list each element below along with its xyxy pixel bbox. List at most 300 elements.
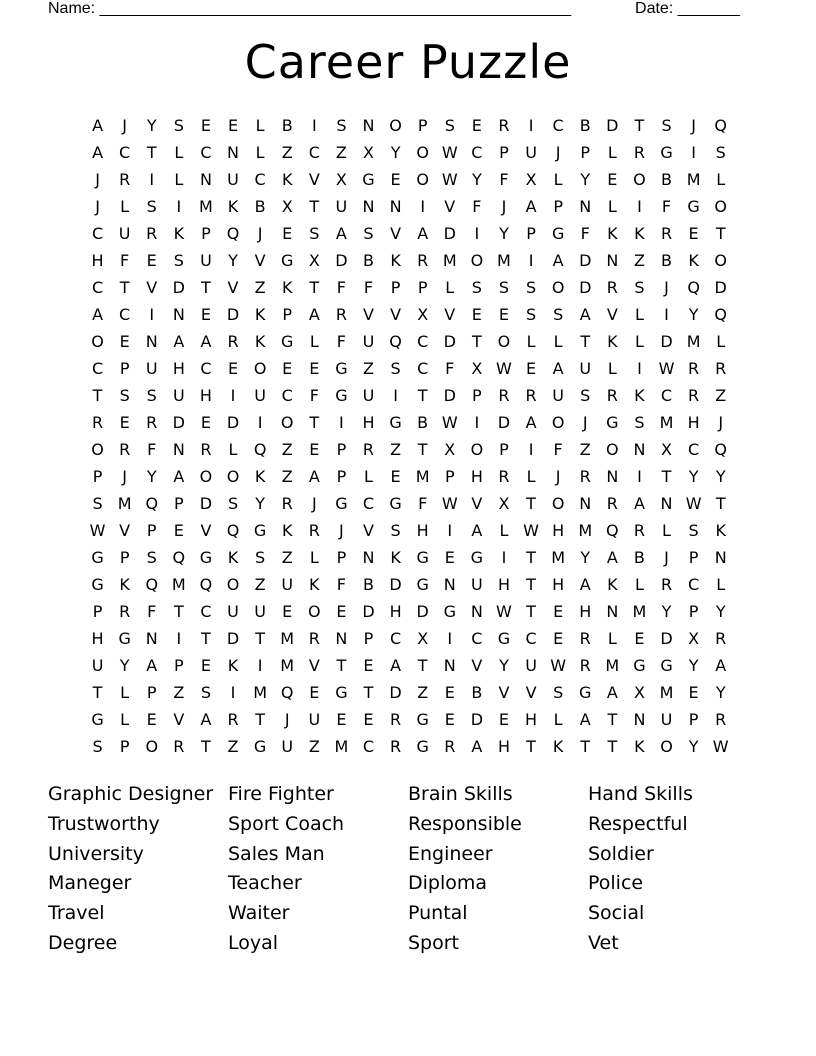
grid-letter[interactable]: W bbox=[89, 521, 106, 540]
grid-letter[interactable]: S bbox=[471, 278, 482, 297]
grid-letter[interactable]: V bbox=[390, 305, 402, 324]
grid-letter[interactable]: G bbox=[253, 521, 267, 540]
grid-letter[interactable]: W bbox=[496, 359, 512, 378]
grid-letter[interactable]: J bbox=[691, 116, 696, 135]
grid-letter[interactable]: V bbox=[525, 683, 537, 702]
grid-letter[interactable]: C bbox=[552, 116, 564, 135]
grid-letter[interactable]: P bbox=[390, 278, 401, 297]
grid-letter[interactable]: U bbox=[471, 575, 483, 594]
grid-letter[interactable]: N bbox=[443, 575, 456, 594]
grid-letter[interactable]: O bbox=[497, 332, 511, 351]
grid-letter[interactable]: O bbox=[551, 278, 565, 297]
grid-letter[interactable]: G bbox=[335, 683, 348, 702]
grid-letter[interactable]: M bbox=[659, 683, 674, 702]
grid-letter[interactable]: B bbox=[579, 116, 591, 135]
grid-letter[interactable]: Y bbox=[390, 143, 401, 162]
grid-letter[interactable]: C bbox=[389, 629, 402, 648]
grid-letter[interactable]: M bbox=[117, 494, 132, 513]
grid-letter[interactable]: K bbox=[607, 224, 618, 243]
grid-letter[interactable]: E bbox=[607, 170, 618, 189]
grid-letter[interactable]: A bbox=[606, 548, 618, 567]
grid-letter[interactable]: I bbox=[230, 683, 236, 702]
grid-letter[interactable]: R bbox=[525, 386, 537, 405]
grid-letter[interactable]: S bbox=[444, 116, 455, 135]
grid-letter[interactable]: X bbox=[688, 629, 700, 648]
grid-letter[interactable]: K bbox=[607, 575, 618, 594]
grid-letter[interactable]: U bbox=[660, 710, 673, 729]
grid-letter[interactable]: S bbox=[146, 386, 157, 405]
grid-letter[interactable]: A bbox=[471, 521, 483, 540]
grid-letter[interactable]: O bbox=[226, 575, 240, 594]
grid-letter[interactable]: P bbox=[580, 143, 591, 162]
name-field-label[interactable]: Name: _____________________________________________________ bbox=[48, 0, 572, 17]
grid-letter[interactable]: V bbox=[227, 278, 239, 297]
grid-letter[interactable]: J bbox=[311, 494, 317, 513]
grid-letter[interactable]: P bbox=[146, 521, 157, 540]
grid-letter[interactable]: Q bbox=[280, 683, 294, 702]
grid-letter[interactable]: F bbox=[580, 224, 590, 243]
grid-letter[interactable]: V bbox=[119, 521, 131, 540]
grid-letter[interactable]: D bbox=[335, 251, 348, 270]
grid-letter[interactable]: P bbox=[174, 656, 184, 675]
grid-letter[interactable]: V bbox=[254, 251, 266, 270]
grid-letter[interactable]: I bbox=[311, 116, 317, 135]
grid-letter[interactable]: X bbox=[417, 305, 429, 324]
grid-letter[interactable]: F bbox=[499, 170, 509, 189]
grid-letter[interactable]: U bbox=[552, 386, 564, 405]
grid-letter[interactable]: M bbox=[578, 521, 593, 540]
grid-letter[interactable]: K bbox=[227, 656, 239, 675]
grid-letter[interactable]: B bbox=[281, 116, 293, 135]
grid-letter[interactable]: I bbox=[528, 440, 534, 459]
grid-letter[interactable]: M bbox=[171, 575, 186, 594]
grid-letter[interactable]: S bbox=[92, 494, 103, 513]
grid-letter[interactable]: P bbox=[92, 602, 103, 621]
grid-letter[interactable]: K bbox=[634, 224, 645, 243]
grid-letter[interactable]: T bbox=[715, 494, 726, 513]
grid-letter[interactable]: D bbox=[606, 116, 619, 135]
grid-letter[interactable]: E bbox=[282, 602, 293, 621]
grid-letter[interactable]: E bbox=[634, 629, 645, 648]
grid-letter[interactable]: A bbox=[92, 116, 104, 135]
grid-letter[interactable]: Y bbox=[119, 656, 130, 675]
grid-letter[interactable]: C bbox=[281, 386, 293, 405]
grid-letter[interactable]: S bbox=[255, 548, 266, 567]
grid-letter[interactable]: B bbox=[254, 197, 266, 216]
grid-letter[interactable]: J bbox=[95, 170, 100, 189]
grid-letter[interactable]: K bbox=[281, 278, 293, 297]
grid-letter[interactable]: W bbox=[658, 359, 675, 378]
grid-letter[interactable]: P bbox=[526, 224, 536, 243]
grid-letter[interactable]: K bbox=[254, 467, 266, 486]
grid-letter[interactable]: U bbox=[227, 170, 239, 189]
grid-letter[interactable]: G bbox=[281, 332, 294, 351]
grid-letter[interactable]: Q bbox=[687, 278, 700, 297]
grid-letter[interactable]: N bbox=[606, 467, 619, 486]
grid-letter[interactable]: S bbox=[200, 683, 211, 702]
grid-letter[interactable]: M bbox=[334, 737, 349, 756]
grid-letter[interactable]: T bbox=[580, 737, 591, 756]
grid-letter[interactable]: H bbox=[362, 413, 375, 432]
grid-letter[interactable]: E bbox=[390, 467, 401, 486]
grid-letter[interactable]: F bbox=[418, 494, 428, 513]
grid-letter[interactable]: I bbox=[528, 116, 534, 135]
grid-letter[interactable]: D bbox=[226, 629, 240, 648]
grid-letter[interactable]: T bbox=[146, 143, 157, 162]
grid-letter[interactable]: R bbox=[688, 359, 700, 378]
grid-letter[interactable]: H bbox=[172, 359, 185, 378]
grid-letter[interactable]: U bbox=[525, 656, 537, 675]
grid-letter[interactable]: E bbox=[200, 413, 211, 432]
grid-letter[interactable]: I bbox=[637, 197, 642, 216]
grid-letter[interactable]: L bbox=[309, 548, 319, 567]
grid-letter[interactable]: L bbox=[228, 440, 238, 459]
grid-letter[interactable]: M bbox=[199, 197, 213, 216]
grid-letter[interactable]: R bbox=[308, 629, 320, 648]
grid-letter[interactable]: M bbox=[686, 332, 701, 351]
grid-letter[interactable]: V bbox=[363, 305, 374, 324]
grid-letter[interactable]: C bbox=[471, 629, 483, 648]
grid-letter[interactable]: E bbox=[227, 359, 239, 378]
grid-letter[interactable]: R bbox=[633, 143, 645, 162]
grid-letter[interactable]: A bbox=[606, 683, 618, 702]
grid-letter[interactable]: L bbox=[309, 332, 319, 351]
grid-letter[interactable]: E bbox=[309, 440, 320, 459]
grid-letter[interactable]: S bbox=[553, 305, 564, 324]
grid-letter[interactable]: A bbox=[92, 305, 104, 324]
grid-letter[interactable]: E bbox=[471, 116, 482, 135]
grid-letter[interactable]: E bbox=[200, 116, 211, 135]
grid-letter[interactable]: E bbox=[471, 305, 482, 324]
grid-letter[interactable]: Y bbox=[688, 467, 699, 486]
grid-letter[interactable]: T bbox=[309, 278, 320, 297]
grid-letter[interactable]: X bbox=[363, 143, 374, 162]
grid-letter[interactable]: A bbox=[200, 332, 212, 351]
grid-letter[interactable]: E bbox=[336, 602, 347, 621]
grid-letter[interactable]: D bbox=[389, 575, 402, 594]
grid-letter[interactable]: N bbox=[227, 143, 239, 162]
grid-letter[interactable]: U bbox=[118, 224, 131, 243]
grid-letter[interactable]: I bbox=[447, 521, 453, 540]
grid-letter[interactable]: V bbox=[308, 170, 320, 189]
grid-letter[interactable]: O bbox=[308, 602, 321, 621]
grid-letter[interactable]: I bbox=[664, 305, 669, 324]
grid-letter[interactable]: V bbox=[308, 656, 320, 675]
grid-letter[interactable]: I bbox=[447, 629, 453, 648]
grid-letter[interactable]: K bbox=[688, 251, 699, 270]
grid-letter[interactable]: E bbox=[200, 656, 211, 675]
grid-letter[interactable]: Z bbox=[227, 737, 239, 756]
grid-letter[interactable]: C bbox=[200, 359, 212, 378]
grid-letter[interactable]: U bbox=[254, 386, 266, 405]
grid-letter[interactable]: A bbox=[525, 413, 537, 432]
grid-letter[interactable]: P bbox=[201, 224, 211, 243]
grid-letter[interactable]: K bbox=[390, 548, 401, 567]
grid-letter[interactable]: X bbox=[417, 629, 429, 648]
grid-letter[interactable]: I bbox=[339, 413, 344, 432]
grid-letter[interactable]: R bbox=[119, 602, 131, 621]
grid-letter[interactable]: U bbox=[525, 143, 537, 162]
grid-letter[interactable]: P bbox=[174, 494, 184, 513]
grid-letter[interactable]: S bbox=[661, 116, 672, 135]
grid-letter[interactable]: C bbox=[91, 359, 104, 378]
grid-letter[interactable]: A bbox=[308, 305, 320, 324]
grid-letter[interactable]: G bbox=[579, 683, 592, 702]
grid-letter[interactable]: E bbox=[336, 710, 347, 729]
grid-letter[interactable]: K bbox=[119, 575, 130, 594]
grid-letter[interactable]: R bbox=[579, 656, 591, 675]
grid-letter[interactable]: S bbox=[390, 359, 401, 378]
grid-letter[interactable]: A bbox=[579, 575, 591, 594]
grid-letter[interactable]: U bbox=[281, 575, 294, 594]
grid-letter[interactable]: L bbox=[553, 332, 563, 351]
grid-letter[interactable]: M bbox=[686, 170, 701, 189]
grid-letter[interactable]: O bbox=[91, 332, 104, 351]
grid-letter[interactable]: X bbox=[498, 494, 510, 513]
grid-letter[interactable]: P bbox=[444, 467, 455, 486]
grid-letter[interactable]: S bbox=[146, 197, 157, 216]
grid-letter[interactable]: M bbox=[551, 548, 566, 567]
grid-letter[interactable]: H bbox=[497, 737, 510, 756]
grid-letter[interactable]: G bbox=[281, 251, 294, 270]
grid-letter[interactable]: O bbox=[633, 170, 646, 189]
grid-letter[interactable]: V bbox=[444, 197, 456, 216]
grid-letter[interactable]: M bbox=[605, 656, 620, 675]
grid-letter[interactable]: T bbox=[173, 602, 184, 621]
grid-letter[interactable]: A bbox=[552, 359, 564, 378]
grid-letter[interactable]: R bbox=[362, 440, 375, 459]
grid-letter[interactable]: L bbox=[634, 305, 644, 324]
grid-letter[interactable]: P bbox=[472, 386, 482, 405]
grid-letter[interactable]: P bbox=[119, 737, 130, 756]
grid-letter[interactable]: N bbox=[362, 197, 375, 216]
grid-letter[interactable]: Q bbox=[172, 548, 186, 567]
grid-letter[interactable]: N bbox=[579, 197, 592, 216]
grid-letter[interactable]: D bbox=[362, 602, 375, 621]
grid-letter[interactable]: P bbox=[282, 305, 293, 324]
grid-letter[interactable]: P bbox=[499, 440, 509, 459]
grid-letter[interactable]: U bbox=[172, 386, 185, 405]
grid-letter[interactable]: Y bbox=[715, 683, 726, 702]
grid-letter[interactable]: L bbox=[174, 143, 184, 162]
grid-letter[interactable]: D bbox=[199, 494, 213, 513]
grid-letter[interactable]: C bbox=[254, 170, 266, 189]
grid-letter[interactable]: B bbox=[417, 413, 429, 432]
grid-letter[interactable]: E bbox=[444, 548, 455, 567]
grid-letter[interactable]: W bbox=[441, 494, 458, 513]
grid-letter[interactable]: G bbox=[389, 494, 402, 513]
grid-letter[interactable]: E bbox=[444, 710, 455, 729]
grid-letter[interactable]: G bbox=[335, 386, 348, 405]
grid-letter[interactable]: Q bbox=[389, 332, 402, 351]
grid-letter[interactable]: F bbox=[445, 359, 455, 378]
grid-letter[interactable]: T bbox=[580, 332, 591, 351]
grid-letter[interactable]: Q bbox=[714, 440, 727, 459]
grid-letter[interactable]: A bbox=[335, 224, 347, 243]
grid-letter[interactable]: I bbox=[176, 197, 182, 216]
grid-letter[interactable]: Z bbox=[173, 683, 185, 702]
grid-letter[interactable]: R bbox=[688, 386, 700, 405]
grid-letter[interactable]: N bbox=[199, 170, 212, 189]
grid-letter[interactable]: D bbox=[497, 413, 511, 432]
grid-letter[interactable]: H bbox=[389, 602, 402, 621]
grid-letter[interactable]: D bbox=[443, 386, 456, 405]
grid-letter[interactable]: O bbox=[714, 197, 727, 216]
grid-letter[interactable]: B bbox=[362, 575, 374, 594]
grid-letter[interactable]: R bbox=[119, 170, 131, 189]
grid-letter[interactable]: U bbox=[281, 737, 294, 756]
grid-letter[interactable]: S bbox=[688, 521, 699, 540]
grid-letter[interactable]: X bbox=[308, 251, 320, 270]
grid-letter[interactable]: F bbox=[363, 278, 374, 297]
grid-letter[interactable]: Y bbox=[146, 116, 157, 135]
grid-letter[interactable]: R bbox=[444, 737, 456, 756]
grid-letter[interactable]: R bbox=[660, 575, 673, 594]
grid-letter[interactable]: R bbox=[715, 629, 727, 648]
grid-letter[interactable]: C bbox=[362, 737, 375, 756]
grid-letter[interactable]: Y bbox=[228, 251, 238, 270]
grid-letter[interactable]: P bbox=[336, 548, 347, 567]
grid-letter[interactable]: J bbox=[555, 143, 561, 162]
grid-letter[interactable]: E bbox=[390, 170, 401, 189]
grid-letter[interactable]: S bbox=[498, 278, 510, 297]
grid-letter[interactable]: T bbox=[607, 710, 618, 729]
grid-letter[interactable]: U bbox=[254, 602, 266, 621]
grid-letter[interactable]: W bbox=[441, 143, 458, 162]
grid-letter[interactable]: T bbox=[201, 737, 211, 756]
grid-letter[interactable]: Y bbox=[146, 467, 157, 486]
grid-letter[interactable]: H bbox=[552, 575, 565, 594]
grid-letter[interactable]: P bbox=[119, 359, 130, 378]
grid-letter[interactable]: R bbox=[91, 413, 104, 432]
grid-letter[interactable]: R bbox=[281, 494, 293, 513]
grid-letter[interactable]: E bbox=[444, 683, 455, 702]
grid-letter[interactable]: I bbox=[637, 467, 642, 486]
grid-letter[interactable]: T bbox=[92, 386, 103, 405]
grid-letter[interactable]: O bbox=[416, 143, 429, 162]
grid-letter[interactable]: E bbox=[227, 116, 239, 135]
grid-letter[interactable]: Q bbox=[714, 116, 727, 135]
grid-letter[interactable]: J bbox=[122, 467, 127, 486]
grid-letter[interactable]: I bbox=[528, 251, 534, 270]
grid-letter[interactable]: G bbox=[118, 629, 131, 648]
grid-letter[interactable]: J bbox=[582, 413, 588, 432]
grid-letter[interactable]: L bbox=[120, 197, 130, 216]
grid-letter[interactable]: E bbox=[525, 359, 537, 378]
grid-letter[interactable]: C bbox=[91, 278, 104, 297]
grid-letter[interactable]: W bbox=[441, 413, 458, 432]
grid-letter[interactable]: N bbox=[362, 548, 375, 567]
grid-letter[interactable]: O bbox=[199, 467, 213, 486]
grid-letter[interactable]: P bbox=[688, 548, 699, 567]
grid-letter[interactable]: X bbox=[661, 440, 672, 459]
grid-letter[interactable]: T bbox=[336, 656, 347, 675]
grid-letter[interactable]: J bbox=[718, 413, 724, 432]
grid-letter[interactable]: O bbox=[470, 251, 484, 270]
grid-letter[interactable]: P bbox=[417, 116, 428, 135]
grid-letter[interactable]: P bbox=[363, 629, 374, 648]
grid-letter[interactable]: R bbox=[146, 413, 158, 432]
grid-letter[interactable]: E bbox=[688, 683, 699, 702]
grid-letter[interactable]: L bbox=[526, 467, 536, 486]
grid-letter[interactable]: B bbox=[471, 683, 483, 702]
grid-letter[interactable]: U bbox=[91, 656, 104, 675]
grid-letter[interactable]: G bbox=[416, 575, 429, 594]
grid-letter[interactable]: B bbox=[661, 251, 672, 270]
grid-letter[interactable]: T bbox=[417, 440, 428, 459]
grid-letter[interactable]: K bbox=[634, 386, 645, 405]
grid-letter[interactable]: A bbox=[92, 143, 104, 162]
grid-letter[interactable]: U bbox=[362, 332, 375, 351]
grid-letter[interactable]: C bbox=[688, 440, 700, 459]
grid-letter[interactable]: G bbox=[416, 737, 429, 756]
grid-letter[interactable]: C bbox=[688, 575, 700, 594]
grid-letter[interactable]: I bbox=[637, 359, 642, 378]
grid-letter[interactable]: R bbox=[308, 521, 320, 540]
grid-letter[interactable]: K bbox=[254, 305, 266, 324]
grid-letter[interactable]: Y bbox=[715, 602, 726, 621]
grid-letter[interactable]: C bbox=[660, 386, 673, 405]
grid-letter[interactable]: K bbox=[634, 737, 645, 756]
grid-letter[interactable]: X bbox=[281, 197, 293, 216]
grid-letter[interactable]: X bbox=[633, 683, 645, 702]
grid-letter[interactable]: N bbox=[443, 656, 456, 675]
grid-letter[interactable]: I bbox=[149, 170, 155, 189]
grid-letter[interactable]: I bbox=[257, 656, 263, 675]
grid-letter[interactable]: R bbox=[227, 710, 239, 729]
grid-letter[interactable]: M bbox=[415, 467, 430, 486]
grid-letter[interactable]: H bbox=[687, 413, 700, 432]
grid-letter[interactable]: F bbox=[336, 332, 346, 351]
grid-letter[interactable]: S bbox=[173, 251, 184, 270]
grid-letter[interactable]: X bbox=[335, 170, 347, 189]
grid-letter[interactable]: K bbox=[607, 332, 618, 351]
grid-letter[interactable]: P bbox=[119, 548, 130, 567]
grid-letter[interactable]: F bbox=[309, 386, 319, 405]
grid-letter[interactable]: A bbox=[525, 197, 537, 216]
grid-letter[interactable]: Q bbox=[226, 224, 240, 243]
grid-letter[interactable]: S bbox=[390, 521, 401, 540]
grid-letter[interactable]: O bbox=[551, 413, 565, 432]
grid-letter[interactable]: J bbox=[501, 197, 507, 216]
grid-letter[interactable]: K bbox=[173, 224, 185, 243]
grid-letter[interactable]: B bbox=[633, 548, 645, 567]
grid-letter[interactable]: R bbox=[227, 332, 239, 351]
grid-letter[interactable]: T bbox=[526, 737, 536, 756]
grid-letter[interactable]: V bbox=[471, 656, 483, 675]
grid-letter[interactable]: E bbox=[688, 224, 699, 243]
grid-letter[interactable]: E bbox=[173, 521, 184, 540]
grid-letter[interactable]: L bbox=[716, 575, 726, 594]
grid-letter[interactable]: K bbox=[227, 197, 239, 216]
grid-letter[interactable]: T bbox=[201, 629, 211, 648]
grid-letter[interactable]: F bbox=[336, 278, 346, 297]
grid-letter[interactable]: X bbox=[525, 170, 537, 189]
grid-letter[interactable]: N bbox=[172, 305, 185, 324]
grid-letter[interactable]: L bbox=[120, 710, 130, 729]
grid-letter[interactable]: I bbox=[149, 305, 155, 324]
grid-letter[interactable]: L bbox=[120, 683, 130, 702]
grid-letter[interactable]: J bbox=[284, 710, 290, 729]
grid-letter[interactable]: O bbox=[714, 251, 727, 270]
grid-letter[interactable]: O bbox=[660, 737, 673, 756]
grid-letter[interactable]: O bbox=[145, 737, 159, 756]
grid-letter[interactable]: Z bbox=[633, 251, 645, 270]
grid-letter[interactable]: N bbox=[633, 710, 646, 729]
grid-letter[interactable]: A bbox=[633, 494, 645, 513]
grid-letter[interactable]: U bbox=[200, 251, 212, 270]
grid-letter[interactable]: Y bbox=[471, 170, 482, 189]
